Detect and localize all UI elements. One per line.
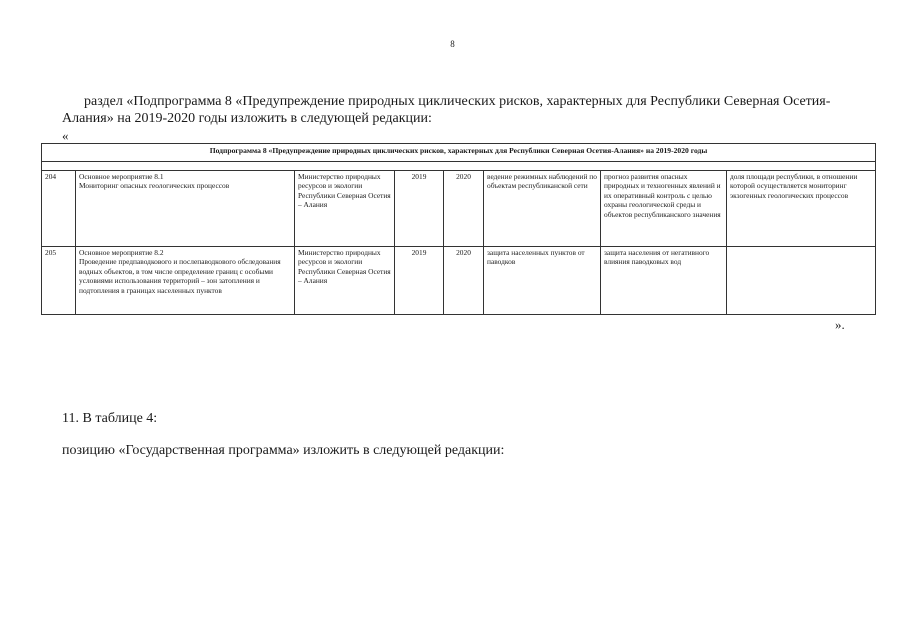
- position-paragraph: позицию «Государственная программа» изложить в следующей редакции:: [62, 443, 505, 458]
- intro-paragraph: раздел «Подпрограмма 8 «Предупреждение природных циклических рисков, характерных для Республики Северная Осетия-Алания» на 2019-2020 годы изложить в следующей редакции:: [62, 94, 831, 126]
- result-cell: ведение режимных наблюдений по объектам республиканской сети: [484, 171, 601, 247]
- measure-cell: Основное мероприятие 8.2 Проведение предпаводкового и послепаводкового обследования водных объектов, в том числе определение границ с особыми условиями использования территорий – зон затопления и подтопления в границах населенных пунктов: [76, 247, 295, 315]
- row-number: 204: [42, 171, 76, 247]
- indicator-cell: доля площади республики, в отношении которой осуществляется мониторинг экзогенных геологических процессов: [727, 171, 876, 247]
- table-row: [42, 247, 876, 315]
- row-number: 205: [42, 247, 76, 315]
- item-11-heading: 11. В таблице 4:: [62, 411, 158, 426]
- closing-quote: ».: [835, 317, 845, 332]
- subprogram-table: [41, 143, 876, 315]
- year-end-cell: 2020: [444, 171, 484, 247]
- indicator-cell: [727, 247, 876, 315]
- consequence-cell: прогноз развития опасных природных и техногенных явлений и их оперативный контроль с целью охраны геологической среды и объектов республиканского значения: [601, 171, 727, 247]
- table-title: Подпрограмма 8 «Предупреждение природных циклических рисков, характерных для Республики Северная Осетия-Алания» на 2019-2020 годы: [42, 144, 876, 162]
- result-cell: защита населенных пунктов от паводков: [484, 247, 601, 315]
- executor-cell: Министерство природных ресурсов и экологии Республики Северная Осетия – Алания: [295, 171, 395, 247]
- opening-quote: «: [62, 128, 69, 143]
- executor-cell: Министерство природных ресурсов и экологии Республики Северная Осетия – Алания: [295, 247, 395, 315]
- consequence-cell: защита населения от негативного влияния паводковых вод: [601, 247, 727, 315]
- measure-cell: Основное мероприятие 8.1 Мониторинг опасных геологических процессов: [76, 171, 295, 247]
- year-start-cell: 2019: [395, 171, 444, 247]
- table-spacer: [42, 162, 876, 171]
- table-row: [42, 171, 876, 247]
- page-number: 8: [450, 39, 455, 49]
- year-start-cell: 2019: [395, 247, 444, 315]
- year-end-cell: 2020: [444, 247, 484, 315]
